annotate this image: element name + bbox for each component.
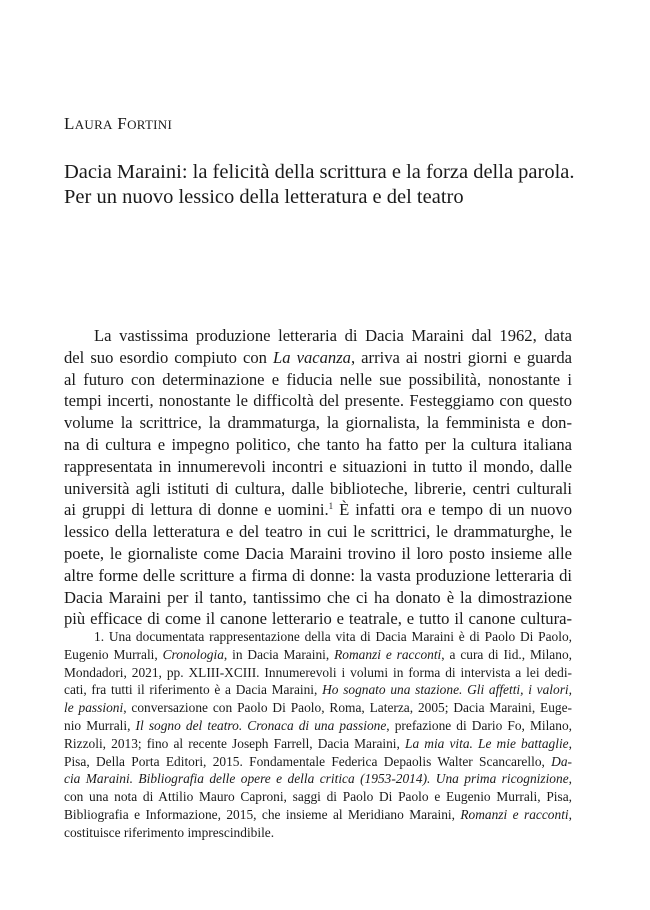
title-line: Dacia Maraini: la felicità della scrittura e la forza della parola.	[64, 161, 575, 183]
italic-title: Romanzi e racconti	[334, 646, 442, 662]
text-run: ,	[568, 806, 572, 822]
footnote-line: con una nota di Attilio Mauro Caproni, saggi di Paolo Di Paolo e Eugenio Murrali, Pisa,	[64, 789, 572, 805]
footnote-reference[interactable]: 1	[328, 501, 334, 512]
text-run: È infatti ora e tempo di un nuovo	[333, 500, 573, 520]
author-last-name-rest: ORTINI	[127, 117, 173, 132]
text-run: Rizzoli, 2013; fino al recente Joseph Farrell, Dacia Maraini,	[64, 735, 405, 751]
footnote-line: Mondadori, 2021, pp. XLIII-XCIII. Innumerevoli i volumi in forma di intervista a lei dedi-	[64, 664, 572, 680]
text-run: Bibliografia e Informazione, 2015, che insieme al Meridiano Maraini,	[64, 806, 461, 822]
body-line: volume la scrittrice, la drammaturga, la giornalista, la femminista e don-	[64, 413, 572, 433]
text-run: , prefazione di Dario Fo, Milano,	[386, 717, 572, 733]
text-run: ai gruppi di lettura di donne e uomini.	[64, 500, 329, 520]
text-run: , arriva ai nostri giorni e guarda	[350, 347, 572, 367]
italic-title: Romanzi e racconti	[460, 806, 569, 822]
body-line: altre forme delle scritture a firma di donne: la vasta produzione letteraria di	[64, 565, 572, 585]
title-line: Per un nuovo lessico della letteratura e del teatro	[64, 186, 464, 208]
italic-title: La mia vita. Le mie battaglie	[405, 735, 569, 751]
footnote-line: costituisce riferimento imprescindibile.	[64, 824, 275, 840]
italic-title: Il sogno del teatro. Cronaca di una passione	[135, 717, 387, 733]
text-run: Pisa, Della Porta Editori, 2015. Fondamentale Federica Depaolis Walter Scancarello,	[64, 753, 552, 769]
text-run: , a cura di Iid., Milano,	[441, 646, 572, 662]
footnote	[64, 628, 572, 842]
text-run: Eugenio Murrali,	[64, 646, 163, 662]
body-paragraph	[64, 325, 572, 630]
text-run: ,	[568, 771, 572, 787]
body-line: al futuro con determinazione e fiducia nelle sue possibilità, nonostante i	[64, 369, 572, 389]
text-run: ,	[568, 735, 572, 751]
body-line: Dacia Maraini per il tanto, tantissimo che ci ha donato è la dimostrazione	[64, 587, 572, 607]
footnote-line	[64, 753, 572, 771]
chapter-title	[64, 160, 604, 210]
italic-title: le passioni	[64, 700, 124, 716]
author-initial: L	[64, 114, 75, 133]
footnote-line	[64, 735, 572, 753]
footnote-line	[64, 770, 572, 788]
author-first-name-rest: AURA	[74, 117, 113, 132]
author-name	[64, 114, 172, 134]
footnote-line	[64, 717, 572, 735]
footnote-line	[64, 681, 572, 699]
text-run: nio Murrali,	[64, 717, 136, 733]
body-line: La vastissima produzione letteraria di Dacia Maraini dal 1962, data	[94, 326, 572, 345]
text-run: , conversazione con Paolo Di Paolo, Roma, Laterza, 2005; Dacia Maraini, Euge-	[123, 700, 573, 716]
body-line	[64, 347, 572, 369]
body-line: tempi incerti, nonostante le difficoltà del presente. Festeggiamo con questo	[64, 391, 572, 411]
body-line	[64, 499, 572, 521]
footnote-line	[64, 646, 572, 664]
italic-title: Da-	[551, 753, 572, 769]
text-run: del suo esordio compiuto con	[64, 347, 274, 367]
author-initial: F	[117, 114, 128, 133]
body-line: lessico della letteratura e del teatro in cui le scrittrici, le drammaturghe, le	[64, 522, 572, 542]
italic-title: La vacanza	[273, 347, 351, 367]
body-line: rappresentata in innumerevoli incontri e situazioni in tutto il mondo, dalle	[64, 456, 572, 476]
footnote-line	[64, 806, 572, 824]
body-line: università agli istituti di cultura, dalle biblioteche, librerie, centri culturali	[64, 478, 572, 498]
body-line: na di cultura e impegno politico, che tanto ha fatto per la cultura italiana	[64, 434, 572, 454]
footnote-line	[64, 699, 572, 717]
text-run: , in Dacia Maraini,	[223, 646, 335, 662]
body-line: poete, le giornaliste come Dacia Maraini trovino il loro posto insieme alle	[64, 543, 572, 563]
text-run: cati, fra tutti il riferimento è a Dacia Maraini,	[64, 682, 323, 698]
footnote-line: 1. Una documentata rappresentazione della vita di Dacia Maraini è di Paolo Di Paolo,	[94, 629, 572, 644]
italic-title: Cronologia	[162, 646, 224, 662]
italic-title: Ho sognato una stazione. Gli affetti, i valori,	[322, 682, 572, 698]
body-line: più efficace di come il canone letterario e teatrale, e tutto il canone cultura-	[64, 609, 572, 629]
italic-title: cia Maraini. Bibliografia delle opere e della critica (1953-2014). Una prima ricognizione	[64, 771, 569, 787]
